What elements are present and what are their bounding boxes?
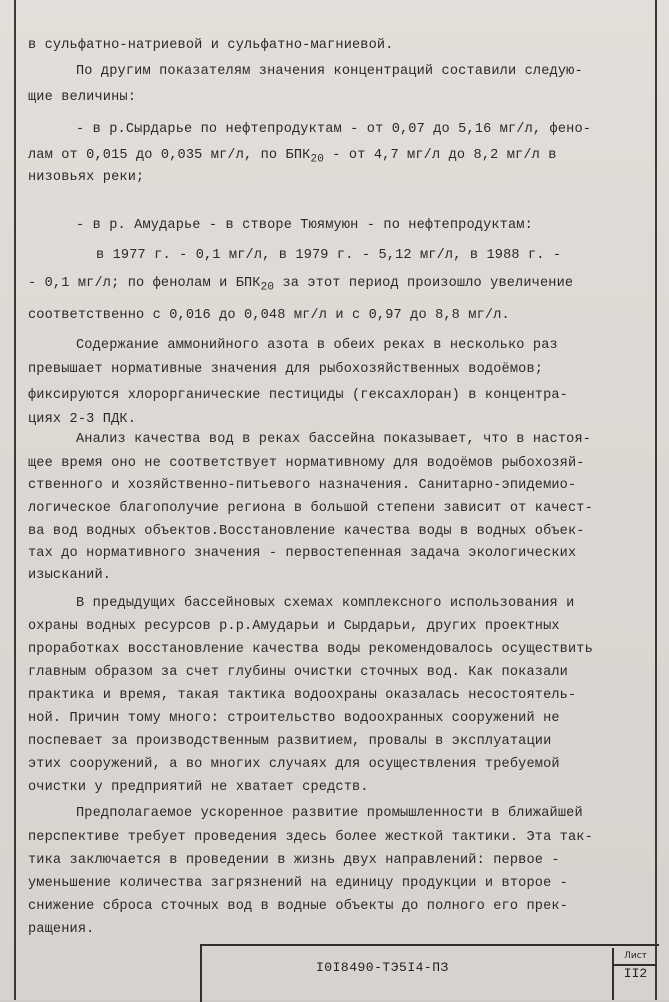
text-line: - в р.Сырдарье по нефтепродуктам - от 0,07 до 5,16 мг/л, фено-: [76, 122, 592, 137]
text-line: главным образом за счет глубины очистки сточных вод. Как показали: [28, 665, 568, 680]
text-line: практика и время, такая тактика водоохраны оказалась несостоятель-: [28, 688, 577, 703]
text-line: В предыдущих бассейновых схемах комплексного использования и: [76, 596, 575, 611]
text-line: ращения.: [28, 922, 95, 937]
text-line: низовьях реки;: [28, 170, 145, 185]
text-line: фиксируются хлорорганические пестициды (гексахлоран) в концентра-: [28, 388, 568, 403]
document-number: I0I8490-ТЭ5I4-ПЗ: [316, 960, 449, 975]
text-line: очистки у предприятий не хватает средств.: [28, 780, 369, 795]
text-line: щее время оно не соответствует нормативному для водоёмов рыбохозяй-: [28, 456, 585, 471]
text-line: тика заключается в проведении в жизнь двух направлений: первое -: [28, 853, 560, 868]
text-line: соответственно с 0,016 до 0,048 мг/л и с 0,97 до 8,8 мг/л.: [28, 308, 510, 323]
text-line: уменьшение количества загрязнений на единицу продукции и второе -: [28, 876, 568, 891]
text-line: - в р. Амударье - в створе Тюямуюн - по нефтепродуктам:: [76, 218, 533, 233]
text-line: в сульфатно-натриевой и сульфатно-магниевой.: [28, 38, 394, 53]
text-line: Предполагаемое ускоренное развитие промышленности в ближайшей: [76, 806, 583, 821]
text-line: этих сооружений, а во многих случаях для осуществления требуемой: [28, 757, 560, 772]
text-segment: лам от 0,015 до 0,035 мг/л, по БПК: [28, 148, 311, 163]
text-line: Содержание аммонийного азота в обеих реках в несколько раз: [76, 338, 558, 353]
text-line: ной. Причин тому много: строительство водоохранных сооружений не: [28, 711, 560, 726]
text-line: логическое благополучие региона в большой степени зависит от качест-: [28, 501, 593, 516]
text-segment: - от 4,7 мг/л до 8,2 мг/л в: [323, 148, 557, 163]
text-line: Анализ качества вод в реках бассейна показывает, что в настоя-: [76, 432, 592, 447]
text-line: охраны водных ресурсов р.р.Амударьи и Сырдарьи, других проектных: [28, 619, 560, 634]
text-line: превышает нормативные значения для рыбохозяйственных водоёмов;: [28, 362, 544, 377]
subscript: 20: [260, 281, 275, 294]
text-line: в 1977 г. - 0,1 мг/л, в 1979 г. - 5,12 мг/л, в 1988 г. -: [96, 248, 562, 263]
text-line: перспективе требует проведения здесь более жесткой тактики. Эта так-: [28, 830, 593, 845]
text-line: снижение сброса сточных вод в водные объекты до полного его прек-: [28, 899, 568, 914]
sheet-number-box: [612, 948, 657, 1000]
text-line: изысканий.: [28, 568, 112, 583]
text-line: щие величины:: [28, 90, 136, 105]
text-segment: - 0,1 мг/л; по фенолам и БПК: [28, 276, 261, 291]
subscript: 20: [310, 153, 324, 166]
text-line: [28, 148, 557, 166]
text-line: проработках восстановление качества воды рекомендовалось осуществить: [28, 642, 593, 657]
text-line: циях 2-3 ПДК.: [28, 412, 136, 427]
text-line: [28, 276, 573, 294]
sheet-number: II2: [623, 966, 648, 981]
text-line: По другим показателям значения концентраций составили следую-: [76, 64, 583, 79]
text-line: тах до нормативного значения - первостепенная задача экологических: [28, 546, 577, 561]
text-line: ственного и хозяйственно-питьевого назначения. Санитарно-эпидемио-: [28, 478, 577, 493]
text-segment: за этот период произошло увеличение: [274, 276, 574, 291]
text-line: поспевает за производственным развитием, провалы в эксплуатации: [28, 734, 552, 749]
sheet-label: Лист: [614, 948, 657, 966]
text-line: ва вод водных объектов.Восстановление качества воды в водных объек-: [28, 524, 585, 539]
